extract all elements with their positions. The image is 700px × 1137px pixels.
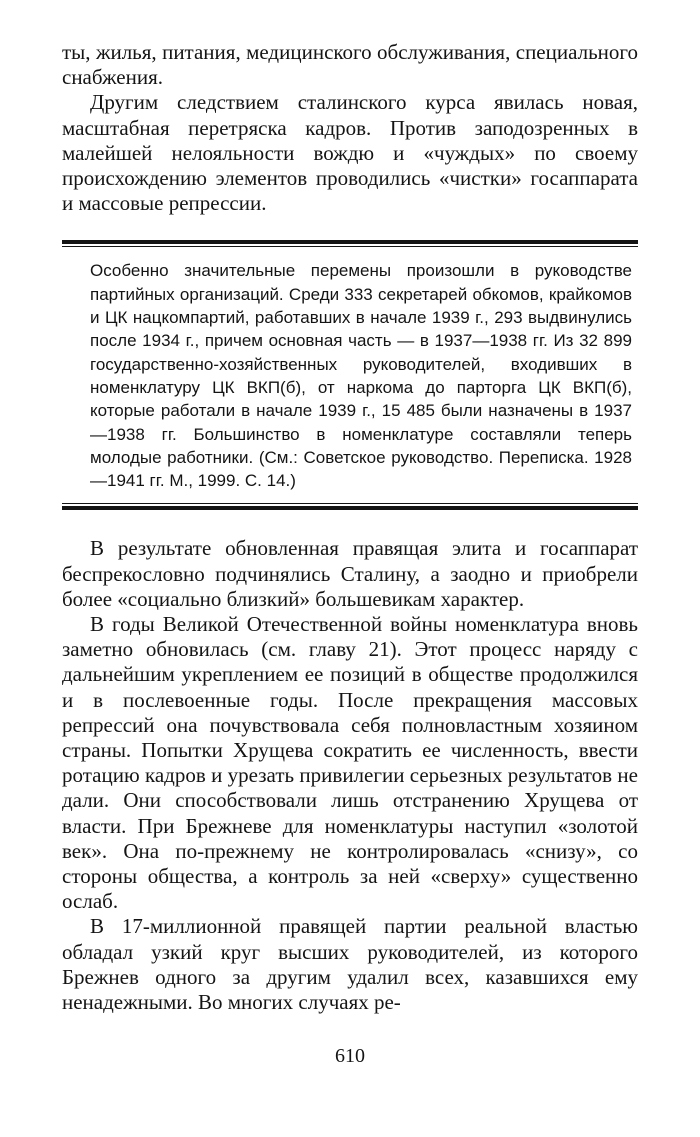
- paragraph-continuation: ты, жилья, питания, медицинского обслуживания, специального снабжения.: [62, 40, 638, 90]
- sidebar-bottom-thin-rule: [62, 503, 638, 504]
- main-text-continued: [62, 536, 638, 1015]
- paragraph-party-power: В 17-миллионной правящей партии реальной властью обладал узкий круг высших руководителей, из которого Брежнев одного за другим удалил всех, казавшихся ему ненадежными. Во многих случаях ре-: [62, 914, 638, 1015]
- sidebar-box: [62, 240, 638, 510]
- paragraph-cadre-purges: Другим следствием сталинского курса явилась новая, масштабная перетряска кадров. Против заподозренных в малейшей нелояльности вождю и «чуждых» по своему происхождению элементов проводились «чистки» госаппарата и массовые репрессии.: [62, 90, 638, 216]
- sidebar-top-thin-rule: [62, 246, 638, 247]
- sidebar-bottom-thick-rule: [62, 506, 638, 510]
- sidebar-note-text: Особенно значительные перемены произошли в руководстве партийных организаций. Среди 333 секретарей обкомов, крайкомов и ЦК нацкомпартий, работавших в начале 1939 г., 293 выдвинулись после 1934 г., причем основная часть — в 1937—1938 гг. Из 32 899 государственно-хозяйственных руководителей, входивших в номенклатуру ЦК ВКП(б), от наркома до парторга ЦК ВКП(б), которые работали в начале 1939 г., 15 485 были назначены в 1937—1938 гг. Большинство в номенклатуре составляли теперь молодые работники. (См.: Советское руководство. Переписка. 1928—1941 гг. М., 1999. С. 14.): [90, 261, 632, 491]
- paragraph-nomenklatura-war: В годы Великой Отечественной войны номенклатура вновь заметно обновилась (см. главу 21). Этот процесс наряду с дальнейшим укреплением ее позиций в обществе продолжился и в послевоенные годы. После прекращения массовых репрессий она почувствовала себя полновластным хозяином страны. Попытки Хрущева сократить ее численность, ввести ротацию кадров и урезать привилегии серьезных результатов не дали. Они способствовали лишь отстранению Хрущева от власти. При Брежневе для номенклатуры наступил «золотой век». Она по-прежнему не контролировалась «снизу», со стороны общества, а контроль за ней «сверху» существенно ослаб.: [62, 612, 638, 914]
- book-page: [62, 40, 638, 1015]
- paragraph-elite-renewal: В результате обновленная правящая элита и госаппарат беспрекословно подчинялись Сталину, а заодно и приобрели более «социально близкий» большевикам характер.: [62, 536, 638, 611]
- sidebar-top-thick-rule: [62, 240, 638, 244]
- page-number: 610: [335, 1045, 365, 1067]
